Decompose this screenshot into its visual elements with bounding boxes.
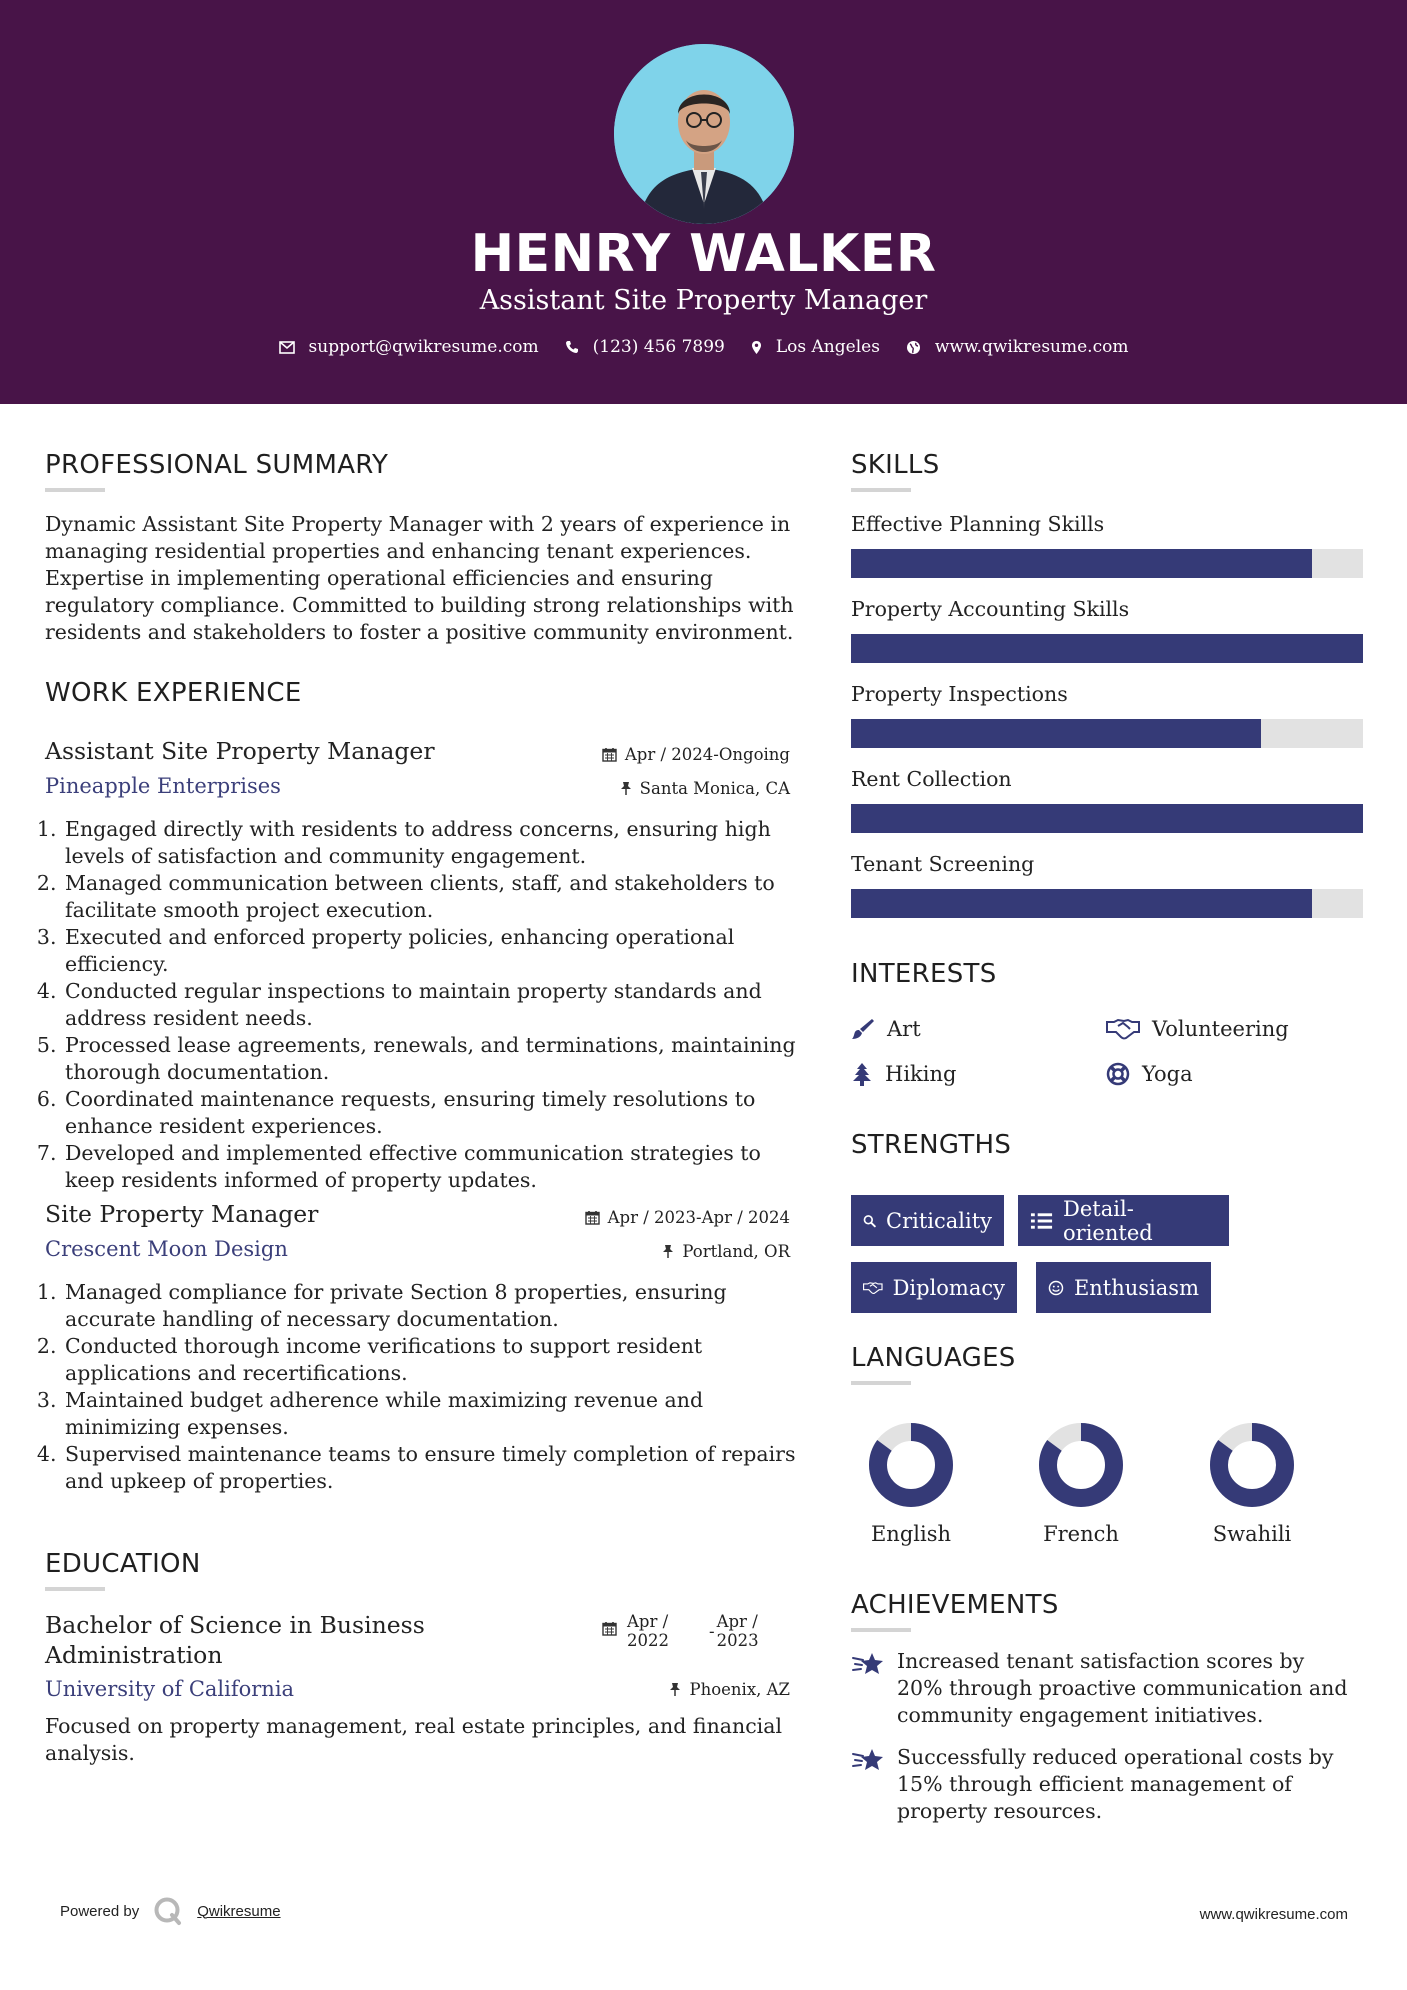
job-bullets (45, 1279, 800, 1495)
lifebuoy-icon (1106, 1062, 1130, 1086)
envelope-icon (279, 341, 295, 354)
strength-label: Diplomacy (892, 1275, 1005, 1300)
brand-link[interactable]: Qwikresume (197, 1902, 281, 1920)
job-title: Site Property Manager (45, 1200, 319, 1228)
calendar-icon (602, 1621, 617, 1636)
job-location-text: Santa Monica, CA (639, 779, 790, 798)
skill-bar-fill (851, 719, 1261, 748)
language-label: Swahili (1212, 1522, 1292, 1546)
location-text: Los Angeles (775, 337, 880, 357)
pushpin-icon (669, 1682, 681, 1697)
skill-bar (851, 889, 1363, 918)
skill-bar (851, 719, 1363, 748)
profile-photo (614, 44, 794, 224)
skill-label: Tenant Screening (851, 852, 1035, 876)
footer-powered-by (60, 1896, 281, 1926)
candidate-title: Assistant Site Property Manager (479, 285, 928, 316)
job-bullets (45, 816, 800, 1194)
education-dates (602, 1612, 769, 1650)
list-item: 3. Executed and enforced property policies, enhancing operational efficiency. (63, 924, 800, 978)
education-heading: EDUCATION (45, 1549, 201, 1579)
interest-label: Art (887, 1017, 921, 1041)
list-item: 4. Conducted regular inspections to maintain property standards and address resident needs. (63, 978, 800, 1032)
contact-phone[interactable] (565, 337, 725, 357)
calendar-icon (602, 747, 617, 762)
list-item: 2. Conducted thorough income verifications to support resident applications and recertifications. (63, 1333, 800, 1387)
achievements-heading: ACHIEVEMENTS (851, 1590, 1059, 1620)
summary-underline (45, 488, 105, 492)
job-location (662, 1242, 790, 1261)
interest-yoga (1106, 1062, 1193, 1086)
pushpin-icon (662, 1244, 674, 1259)
skill-bar (851, 804, 1363, 833)
job-dates-text: Apr / 2024-Ongoing (624, 745, 790, 764)
job-title: Assistant Site Property Manager (45, 737, 435, 765)
contact-website[interactable] (906, 337, 1129, 357)
skill-label: Rent Collection (851, 767, 1012, 791)
smile-icon (1048, 1277, 1064, 1299)
summary-heading: PROFESSIONAL SUMMARY (45, 450, 389, 480)
powered-by-text: Powered by (60, 1902, 140, 1920)
strength-tag (851, 1195, 1004, 1246)
contact-location (751, 337, 880, 357)
languages-heading: LANGUAGES (851, 1343, 1016, 1373)
list-item: 6. Coordinated maintenance requests, ensuring timely resolutions to enhance resident experiences. (63, 1086, 800, 1140)
strength-label: Criticality (886, 1208, 992, 1233)
calendar-icon (585, 1210, 600, 1225)
list-item: 5. Processed lease agreements, renewals, and terminations, maintaining thorough documentation. (63, 1032, 800, 1086)
skill-label: Property Accounting Skills (851, 597, 1130, 621)
achievement-item (851, 1744, 1351, 1825)
language-label: French (1043, 1522, 1119, 1546)
skill-bar-fill (851, 889, 1312, 918)
strength-tag (1036, 1262, 1211, 1313)
list-item: 1. Engaged directly with residents to address concerns, ensuring high levels of satisfaction and community engagement. (63, 816, 800, 870)
list-item: 2. Managed communication between clients, staff, and stakeholders to facilitate smooth project execution. (63, 870, 800, 924)
qwikresume-logo-icon (153, 1896, 183, 1926)
tree-icon (851, 1062, 873, 1086)
interest-label: Hiking (885, 1062, 957, 1086)
education-location (669, 1680, 790, 1699)
list-item: 3. Maintained budget adherence while maximizing revenue and minimizing expenses. (63, 1387, 800, 1441)
resume-header (0, 0, 1407, 404)
job-dates (602, 745, 790, 764)
list-item: 4. Supervised maintenance teams to ensure timely completion of repairs and upkeep of properties. (63, 1441, 800, 1495)
achievement-item (851, 1648, 1351, 1729)
contact-row (0, 337, 1407, 357)
languages-underline (851, 1381, 911, 1385)
interest-volunteering (1106, 1017, 1289, 1041)
search-icon (863, 1210, 876, 1232)
skills-underline (851, 488, 911, 492)
interest-label: Volunteering (1152, 1017, 1289, 1041)
education-description: Focused on property management, real estate principles, and financial analysis. (45, 1714, 783, 1765)
skill-label: Property Inspections (851, 682, 1068, 706)
skill-bar-fill (851, 549, 1312, 578)
list-item: 1. Managed compliance for private Section 8 properties, ensuring accurate handling of necessary documentation. (63, 1279, 800, 1333)
handshake-icon (863, 1278, 883, 1298)
person-illustration (614, 44, 794, 224)
skill-bar (851, 549, 1363, 578)
shooting-star-icon (851, 1650, 885, 1678)
globe-icon (906, 340, 921, 355)
job-dates (585, 1208, 790, 1227)
list-icon (1030, 1211, 1053, 1231)
candidate-name: HENRY WALKER (470, 224, 937, 284)
skill-bar-fill (851, 804, 1363, 833)
education-start: Apr / 2022 (627, 1612, 669, 1650)
education-date-dash: - (709, 1622, 715, 1641)
job-company: Crescent Moon Design (45, 1237, 288, 1261)
education-location-text: Phoenix, AZ (689, 1680, 790, 1699)
skill-label: Effective Planning Skills (851, 512, 1105, 536)
website-text: www.qwikresume.com (934, 337, 1129, 357)
skill-bar (851, 634, 1363, 663)
job-location-text: Portland, OR (682, 1242, 790, 1261)
email-text: support@qwikresume.com (308, 337, 539, 357)
skills-heading: SKILLS (851, 450, 940, 480)
footer-website[interactable]: www.qwikresume.com (1199, 1906, 1348, 1923)
education-end: Apr / 2023 (716, 1612, 759, 1650)
strengths-heading: STRENGTHS (851, 1130, 1012, 1160)
strength-tag (1018, 1195, 1229, 1246)
strength-label: Detail-oriented (1063, 1196, 1153, 1245)
interest-art (851, 1017, 921, 1041)
achievement-text: Increased tenant satisfaction scores by 20% through proactive communication and community engagement initiatives. (897, 1649, 1348, 1727)
map-pin-icon (751, 340, 762, 355)
job-company: Pineapple Enterprises (45, 774, 281, 798)
summary-text: Dynamic Assistant Site Property Manager with 2 years of experience in managing residential properties and enhancing tenant experiences. Expertise in implementing operational efficiencies and ensuring regulatory compliance. Committed to building strong relationships with residents and stakeholders to foster a positive community environment. (45, 512, 794, 644)
achievements-underline (851, 1628, 911, 1632)
paintbrush-icon (851, 1017, 875, 1041)
phone-icon (565, 340, 579, 354)
job-location (620, 779, 790, 798)
shooting-star-icon (851, 1746, 885, 1774)
school-name: University of California (45, 1677, 295, 1701)
experience-heading: WORK EXPERIENCE (45, 678, 302, 708)
contact-email[interactable] (279, 337, 539, 357)
strength-tag (851, 1262, 1017, 1313)
education-underline (45, 1587, 105, 1591)
interest-label: Yoga (1142, 1062, 1193, 1086)
language-label: English (870, 1522, 952, 1546)
phone-text: (123) 456 7899 (592, 337, 725, 357)
job-dates-text: Apr / 2023-Apr / 2024 (607, 1208, 790, 1227)
interest-hiking (851, 1062, 956, 1086)
degree-title: Bachelor of Science in Business Administration (45, 1611, 425, 1669)
achievement-text: Successfully reduced operational costs by 15% through efficient management of property resources. (897, 1745, 1334, 1823)
pushpin-icon (620, 781, 632, 796)
language-donut (1031, 1415, 1131, 1515)
strength-label: Enthusiasm (1073, 1275, 1199, 1300)
interests-heading: INTERESTS (851, 959, 997, 989)
handshake-icon (1106, 1018, 1140, 1040)
list-item: 7. Developed and implemented effective communication strategies to keep residents informed of property updates. (63, 1140, 800, 1194)
skill-bar-fill (851, 634, 1363, 663)
language-donut (1202, 1415, 1302, 1515)
language-donut (861, 1415, 961, 1515)
